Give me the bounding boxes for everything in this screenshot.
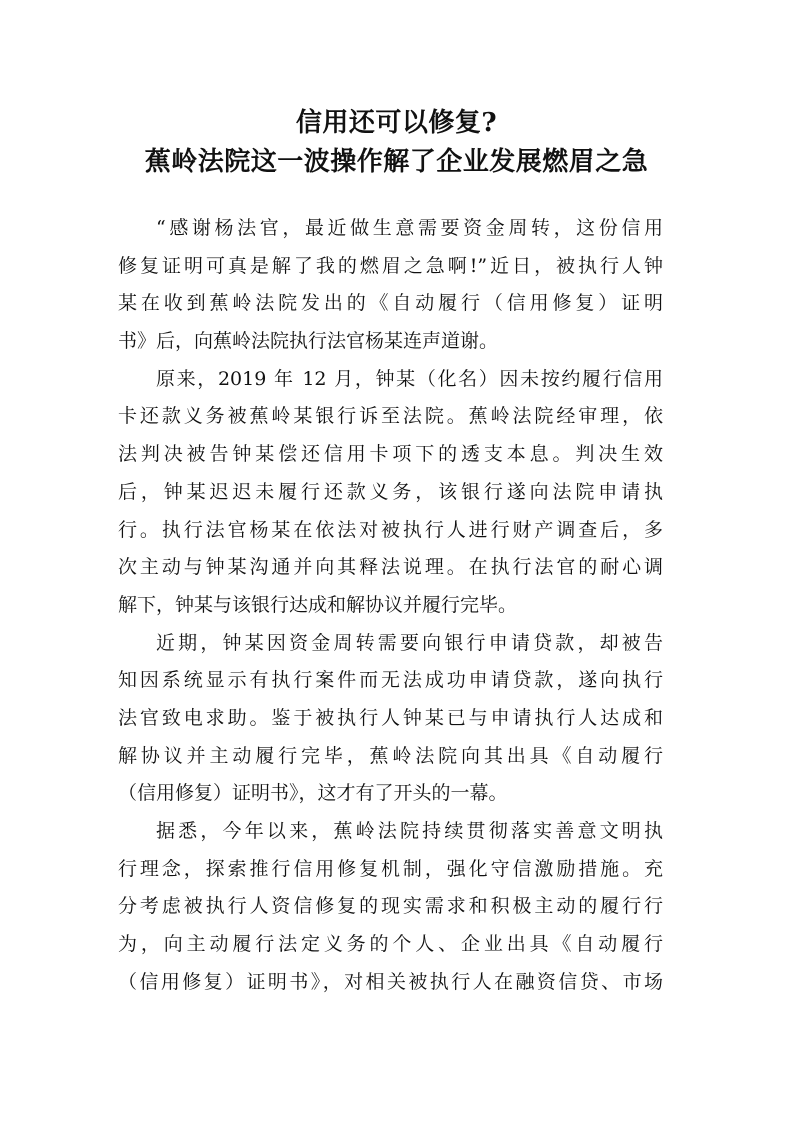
paragraph-line: 为，向主动履行法定义务的个人、企业出具《自动履行	[118, 933, 663, 956]
paragraph-line: 解下，钟某与该银行达成和解协议并履行完毕。	[118, 593, 518, 616]
paragraph-line: （信用修复）证明书》，这才有了开头的一幕。	[118, 782, 508, 805]
paragraph-line: 法官致电求助。鉴于被执行人钟某已与申请执行人达成和	[118, 706, 663, 729]
paragraph-line: “感谢杨法官，最近做生意需要资金周转，这份信用	[156, 217, 663, 239]
paragraph-line: 次主动与钟某沟通并向其释法说理。在执行法官的耐心调	[118, 556, 663, 579]
paragraph-line: 书》后，向蕉岭法院执行法官杨某连声道谢。	[118, 330, 499, 353]
paragraph-1	[118, 210, 663, 361]
paragraph-4	[118, 813, 663, 1001]
paragraph-3	[118, 625, 663, 813]
paragraph-line: 卡还款义务被蕉岭某银行诉至法院。蕉岭法院经审理，依	[118, 405, 663, 428]
paragraph-line: 修复证明可真是解了我的燃眉之急啊!”近日，被执行人钟	[118, 254, 663, 277]
paragraph-line: 行理念，探索推行信用修复机制，强化守信激励措施。充	[118, 857, 663, 880]
article-body	[118, 210, 663, 1001]
paragraph-line: 后，钟某迟迟未履行还款义务，该银行遂向法院申请执	[118, 480, 663, 503]
paragraph-line: 行。执行法官杨某在依法对被执行人进行财产调查后，多	[118, 518, 663, 541]
paragraph-line: （信用修复）证明书》，对相关被执行人在融资信贷、市场	[118, 970, 663, 993]
paragraph-line: 分考虑被执行人资信修复的现实需求和积极主动的履行行	[118, 895, 663, 918]
paragraph-line: 原来，2019 年 12 月，钟某（化名）因未按约履行信用	[156, 367, 663, 390]
title-line-1: 信用还可以修复?	[295, 108, 498, 138]
paragraph-line: 解协议并主动履行完毕，蕉岭法院向其出具《自动履行	[118, 744, 663, 767]
paragraph-line: 近期，钟某因资金周转需要向银行申请贷款，却被告	[156, 631, 663, 654]
paragraph-line: 据悉，今年以来，蕉岭法院持续贯彻落实善意文明执	[156, 820, 663, 842]
paragraph-line: 知因系统显示有执行案件而无法成功申请贷款，遂向执行	[118, 669, 663, 692]
paragraph-line: 某在收到蕉岭法院发出的《自动履行（信用修复）证明	[118, 292, 663, 315]
title-line-2: 蕉岭法院这一波操作解了企业发展燃眉之急	[144, 147, 649, 177]
paragraph-line: 法判决被告钟某偿还信用卡项下的透支本息。判决生效	[118, 443, 663, 466]
paragraph-2	[118, 361, 663, 625]
